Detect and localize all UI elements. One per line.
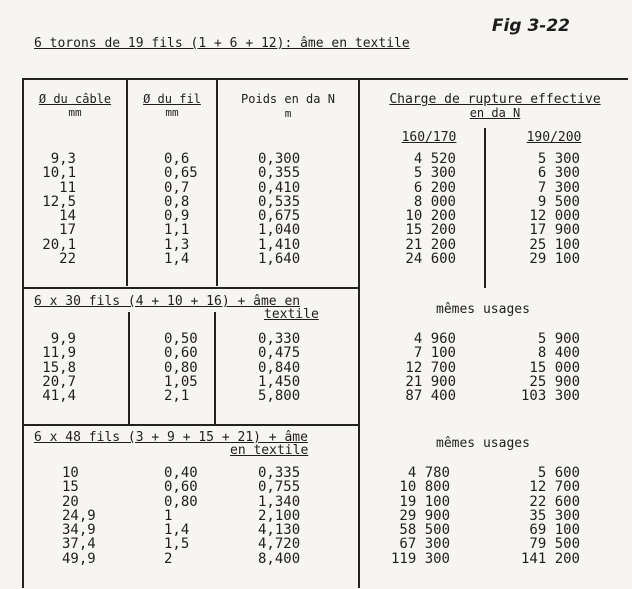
table-cell: 24,9 (62, 507, 96, 524)
table-cell: 34,9 (62, 522, 96, 539)
table-cell: 20 (62, 493, 79, 510)
column-divider (358, 80, 360, 588)
table-cell: 2,100 (258, 507, 301, 524)
table-cell: 35 300 (529, 507, 580, 524)
section1-cable-column (34, 152, 76, 266)
section2-usage-note: mêmes usages (436, 302, 530, 317)
table-cell: 19 100 (399, 493, 450, 510)
table-cell: 21 200 (405, 236, 456, 253)
table-cell: 0,475 (258, 345, 301, 362)
table-cell: 7 300 (537, 179, 580, 196)
column-divider (126, 80, 128, 286)
table-cell: 11 (59, 179, 76, 196)
table-cell: 8 400 (537, 345, 580, 362)
table-cell: 0,410 (258, 179, 301, 196)
section3-weight-column (258, 466, 318, 566)
table-cell: 5 300 (413, 165, 456, 182)
section1-load160-column (384, 152, 456, 266)
table-cell: 7 100 (413, 345, 456, 362)
table-cell: 29 900 (399, 507, 450, 524)
table-cell: 15 (62, 479, 79, 496)
table-cell: 119 300 (390, 550, 450, 567)
table-cell: 0,330 (258, 331, 301, 347)
weight-unit: m (284, 107, 292, 120)
table-cell: 8 000 (413, 193, 456, 210)
cable-spec-table (22, 78, 628, 588)
table-cell: 1 (164, 507, 173, 524)
table-cell: 1,1 (164, 222, 190, 239)
table-cell: 1,4 (164, 251, 190, 268)
figure-label: Fig 3-22 (491, 16, 570, 36)
table-cell: 9,9 (50, 331, 76, 347)
table-cell: 17 900 (529, 222, 580, 239)
table-cell: 12 000 (529, 208, 580, 225)
table-cell: 1,340 (258, 493, 301, 510)
table-cell: 0,50 (164, 331, 198, 347)
section1-load190-column (510, 152, 580, 266)
table-cell: 0,840 (258, 359, 301, 376)
table-cell: 37,4 (62, 536, 96, 553)
section3-wire-column (164, 466, 210, 566)
section-divider (24, 424, 358, 426)
table-cell: 1,3 (164, 236, 190, 253)
grade-190-header: 190/200 (526, 130, 582, 145)
table-cell: 0,60 (164, 345, 198, 362)
table-cell: 1,05 (164, 373, 198, 390)
cable-diameter-header: Ø du câble (38, 92, 112, 106)
table-cell: 5 900 (537, 331, 580, 347)
table-cell: 25 900 (529, 373, 580, 390)
table-cell: 10 (62, 465, 79, 481)
table-cell: 1,640 (258, 251, 301, 268)
table-cell: 0,80 (164, 359, 198, 376)
section2-cable-column (34, 332, 76, 403)
wire-diameter-header: Ø du fil (143, 92, 201, 106)
section3-title: 6 x 48 fils (3 + 9 + 15 + 21) + âme (34, 430, 308, 445)
table-cell: 10 200 (405, 208, 456, 225)
table-cell: 5 600 (537, 465, 580, 481)
wire-diameter-unit: mm (165, 106, 179, 119)
table-cell: 15 200 (405, 222, 456, 239)
table-cell: 69 100 (529, 522, 580, 539)
table-cell: 41,4 (42, 388, 76, 405)
column-divider (214, 312, 216, 424)
table-cell: 79 500 (529, 536, 580, 553)
weight-header: Poids en da N (241, 92, 335, 106)
cable-diameter-unit: mm (68, 106, 82, 119)
section2-load160-column (384, 332, 456, 403)
table-cell: 29 100 (529, 251, 580, 268)
table-cell: 21 900 (405, 373, 456, 390)
table-cell: 22 600 (529, 493, 580, 510)
section2-title: 6 x 30 fils (4 + 10 + 16) + âme en (34, 294, 301, 309)
table-cell: 0,40 (164, 465, 198, 481)
table-cell: 0,335 (258, 465, 301, 481)
table-cell: 6 300 (537, 165, 580, 182)
table-cell: 9,3 (50, 151, 76, 167)
column-divider (216, 80, 218, 286)
table-cell: 10 800 (399, 479, 450, 496)
table-cell: 0,6 (164, 151, 190, 167)
table-cell: 0,8 (164, 193, 190, 210)
section-divider (24, 287, 358, 289)
section3-cable-column (62, 466, 104, 566)
table-cell: 12 700 (405, 359, 456, 376)
table-cell: 0,535 (258, 193, 301, 210)
table-cell: 0,355 (258, 165, 301, 182)
table-cell: 1,5 (164, 536, 190, 553)
table-cell: 0,60 (164, 479, 198, 496)
section2-wire-column (164, 332, 210, 403)
table-cell: 141 200 (520, 550, 580, 567)
table-cell: 58 500 (399, 522, 450, 539)
grade-160-header: 160/170 (401, 130, 457, 145)
section2-weight-column (258, 332, 318, 403)
table-cell: 17 (59, 222, 76, 239)
table-cell: 87 400 (405, 388, 456, 405)
table-cell: 20,7 (42, 373, 76, 390)
table-cell: 12,5 (42, 193, 76, 210)
intro-caption: 6 torons de 19 fils (1 + 6 + 12): âme en textile (34, 36, 410, 51)
table-cell: 1,450 (258, 373, 301, 390)
table-cell: 2,1 (164, 388, 190, 405)
table-cell: 9 500 (537, 193, 580, 210)
table-cell: 11,9 (42, 345, 76, 362)
section2-title-line2: textile (264, 307, 319, 322)
table-cell: 1,410 (258, 236, 301, 253)
table-cell: 4 520 (413, 151, 456, 167)
table-cell: 0,7 (164, 179, 190, 196)
table-cell: 1,040 (258, 222, 301, 239)
table-cell: 0,675 (258, 208, 301, 225)
table-cell: 49,9 (62, 550, 96, 567)
table-cell: 4,720 (258, 536, 301, 553)
table-cell: 0,755 (258, 479, 301, 496)
table-cell: 25 100 (529, 236, 580, 253)
table-cell: 12 700 (529, 479, 580, 496)
table-cell: 8,400 (258, 550, 301, 567)
table-cell: 6 200 (413, 179, 456, 196)
section1-wire-column (164, 152, 210, 266)
table-cell: 103 300 (520, 388, 580, 405)
table-cell: 4 960 (413, 331, 456, 347)
table-cell: 1,4 (164, 522, 190, 539)
table-cell: 22 (59, 251, 76, 268)
table-cell: 2 (164, 550, 173, 567)
section3-title-line2: en textile (230, 443, 309, 458)
section3-load190-column (510, 466, 580, 566)
section1-weight-column (258, 152, 318, 266)
section2-load190-column (510, 332, 580, 403)
table-cell: 10,1 (42, 165, 76, 182)
table-cell: 5 300 (537, 151, 580, 167)
table-cell: 0,9 (164, 208, 190, 225)
breaking-load-unit: en da N (469, 106, 521, 120)
table-cell: 20,1 (42, 236, 76, 253)
breaking-load-header: Charge de rupture effective (389, 92, 601, 107)
table-cell: 4 780 (407, 465, 450, 481)
table-cell: 5,800 (258, 388, 301, 405)
table-cell: 4,130 (258, 522, 301, 539)
table-cell: 0,300 (258, 151, 301, 167)
table-cell: 15,8 (42, 359, 76, 376)
table-cell: 15 000 (529, 359, 580, 376)
section3-usage-note: mêmes usages (436, 436, 530, 451)
table-cell: 0,65 (164, 165, 198, 182)
table-cell: 14 (59, 208, 76, 225)
table-cell: 24 600 (405, 251, 456, 268)
table-cell: 67 300 (399, 536, 450, 553)
table-cell: 0,80 (164, 493, 198, 510)
section3-load160-column (378, 466, 450, 566)
column-divider (128, 312, 130, 424)
grade-divider (484, 128, 486, 288)
